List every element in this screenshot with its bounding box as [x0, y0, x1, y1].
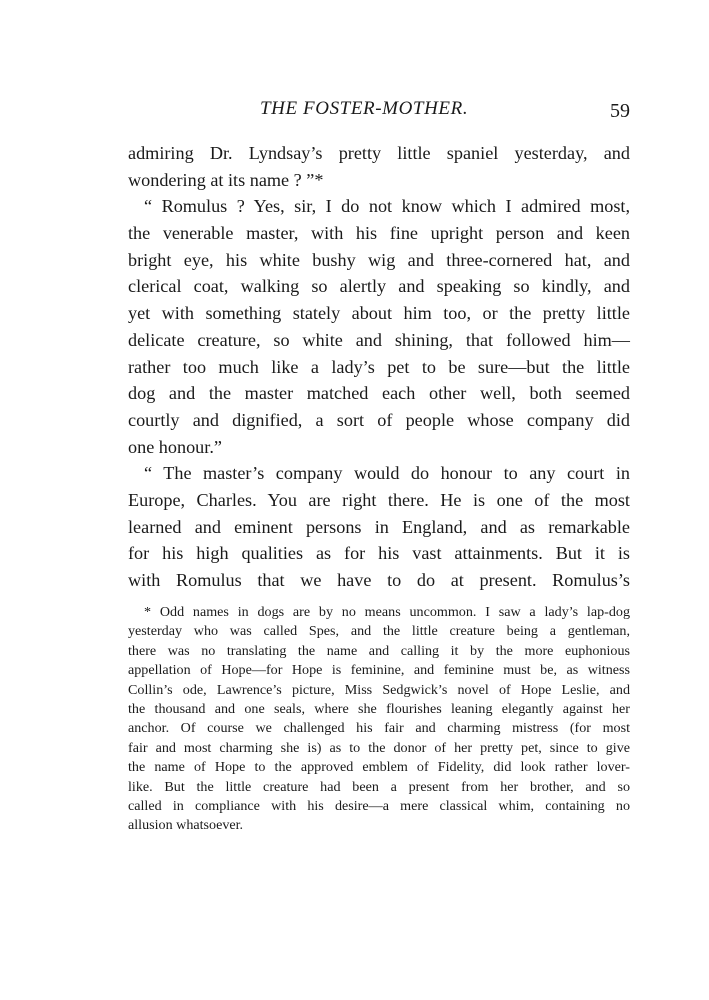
footnote-line: like. But the little creature had been a present from her brother, and so [128, 778, 630, 795]
body-line: clerical coat, walking so alertly and speaking so kindly, and [128, 276, 630, 297]
running-title: THE FOSTER-MOTHER. [260, 98, 469, 119]
footnote-line: fair and most charming she is) as to the donor of her pretty pet, since to give [128, 739, 630, 756]
footnote-line: the thousand and one seals, where she flourishes leaning elegantly against her [128, 700, 630, 717]
footnote-line: * Odd names in dogs are by no means uncommon. I saw a lady’s lap-dog [144, 604, 630, 620]
running-head [128, 98, 630, 128]
footnote-line: there was no translating the name and calling it by the more euphonious [128, 642, 630, 659]
footnote [128, 603, 630, 836]
body-line: one honour.” [128, 436, 222, 457]
body-line: Europe, Charles. You are right there. He is one of the most [128, 489, 630, 510]
body-line: “ Romulus ? Yes, sir, I do not know which I admired most, [144, 196, 630, 217]
body-line: the venerable master, with his fine upright person and keen [128, 223, 630, 244]
body-line: courtly and dignified, a sort of people whose company did [128, 409, 630, 430]
body-line: yet with something stately about him too, or the pretty little [128, 303, 630, 324]
body-line: “ The master’s company would do honour to any court in [144, 463, 630, 484]
footnote-line: anchor. Of course we challenged his fair and charming mistress (for most [128, 720, 630, 737]
footnote-line: yesterday who was called Spes, and the little creature being a gentleman, [128, 623, 630, 640]
body-line: with Romulus that we have to do at present. Romulus’s [128, 570, 630, 590]
body-line: learned and eminent persons in England, and as remarkable [128, 516, 630, 537]
body-line: dog and the master matched each other well, both seemed [128, 383, 630, 404]
body-line: delicate creature, so white and shining, that followed him— [128, 329, 630, 350]
body-line: rather too much like a lady’s pet to be sure—but the little [128, 356, 630, 377]
body-line: for his high qualities as for his vast attainments. But it is [128, 543, 630, 564]
body-line: bright eye, his white bushy wig and three-cornered hat, and [128, 249, 630, 270]
body-line: wondering at its name ? ”* [128, 169, 324, 190]
footnote-line: allusion whatsoever. [128, 817, 244, 834]
body-line: admiring Dr. Lyndsay’s pretty little spaniel yesterday, and [128, 143, 630, 163]
footnote-line: the name of Hope to the approved emblem of Fidelity, did look rather lover- [128, 759, 630, 776]
footnote-line: called in compliance with his desire—a mere classical whim, containing no [128, 797, 630, 814]
footnote-line: Collin’s ode, Lawrence’s picture, Miss Sedgwick’s novel of Hope Leslie, and [128, 681, 630, 698]
body-text [128, 140, 630, 594]
page-number: 59 [610, 100, 630, 122]
footnote-line: appellation of Hope—for Hope is feminine, and feminine must be, as witness [128, 662, 630, 679]
